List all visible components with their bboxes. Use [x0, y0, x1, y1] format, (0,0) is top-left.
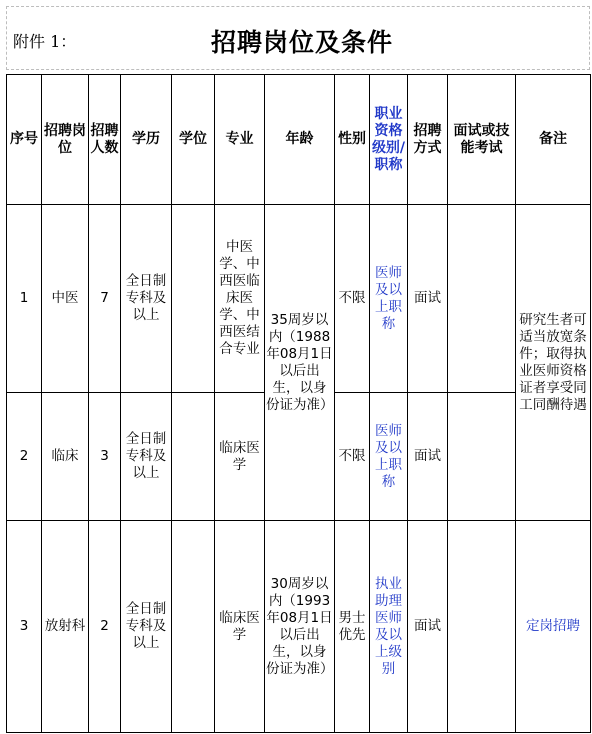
header-gender: 性别 [335, 75, 370, 205]
header-count: 招聘人数 [89, 75, 121, 205]
cell-method: 面试 [408, 393, 448, 521]
cell-gender: 不限 [335, 393, 370, 521]
cell-gender: 不限 [335, 205, 370, 393]
cell-seq: 3 [7, 521, 42, 733]
header-position: 招聘岗位 [42, 75, 89, 205]
cell-education: 全日制专科及以上 [121, 521, 172, 733]
header-education: 学历 [121, 75, 172, 205]
table-row [7, 205, 591, 393]
cell-position: 临床 [42, 393, 89, 521]
cell-education: 全日制专科及以上 [121, 205, 172, 393]
cell-degree [172, 521, 215, 733]
cell-exam [448, 205, 516, 393]
table-header-row [7, 75, 591, 205]
document-header [6, 6, 590, 70]
cell-qualification: 医师及以上职称 [370, 205, 408, 393]
cell-major: 临床医学 [215, 393, 265, 521]
header-method: 招聘方式 [408, 75, 448, 205]
header-degree: 学位 [172, 75, 215, 205]
cell-position: 中医 [42, 205, 89, 393]
header-remark: 备注 [516, 75, 591, 205]
cell-count: 2 [89, 521, 121, 733]
cell-degree [172, 393, 215, 521]
header-exam: 面试或技能考试 [448, 75, 516, 205]
header-seq: 序号 [7, 75, 42, 205]
recruitment-table [6, 74, 591, 733]
page-title: 招聘岗位及条件 [211, 28, 394, 57]
cell-degree [172, 205, 215, 393]
attachment-label: 附件 1： [13, 32, 77, 51]
header-qualification: 职业资格级别/职称 [370, 75, 408, 205]
cell-qualification: 医师及以上职称 [370, 393, 408, 521]
cell-major: 临床医学 [215, 521, 265, 733]
cell-education: 全日制专科及以上 [121, 393, 172, 521]
cell-remark-merged: 研究生者可适当放宽条件；取得执业医师资格证者享受同工同酬待遇 [516, 205, 591, 521]
cell-qualification: 执业助理医师及以上级别 [370, 521, 408, 733]
cell-exam [448, 521, 516, 733]
cell-method: 面试 [408, 205, 448, 393]
cell-age: 30周岁以内（1993年08月1日以后出生，以身份证为准） [265, 521, 335, 733]
cell-gender: 男士优先 [335, 521, 370, 733]
cell-count: 7 [89, 205, 121, 393]
cell-method: 面试 [408, 521, 448, 733]
cell-seq: 1 [7, 205, 42, 393]
cell-count: 3 [89, 393, 121, 521]
cell-remark: 定岗招聘 [516, 521, 591, 733]
header-age: 年龄 [265, 75, 335, 205]
cell-position: 放射科 [42, 521, 89, 733]
header-major: 专业 [215, 75, 265, 205]
cell-major: 中医学、中西医临床医学、中西医结合专业 [215, 205, 265, 393]
cell-seq: 2 [7, 393, 42, 521]
cell-exam [448, 393, 516, 521]
table-row [7, 521, 591, 733]
cell-age-merged: 35周岁以内（1988年08月1日以后出生，以身份证为准） [265, 205, 335, 521]
